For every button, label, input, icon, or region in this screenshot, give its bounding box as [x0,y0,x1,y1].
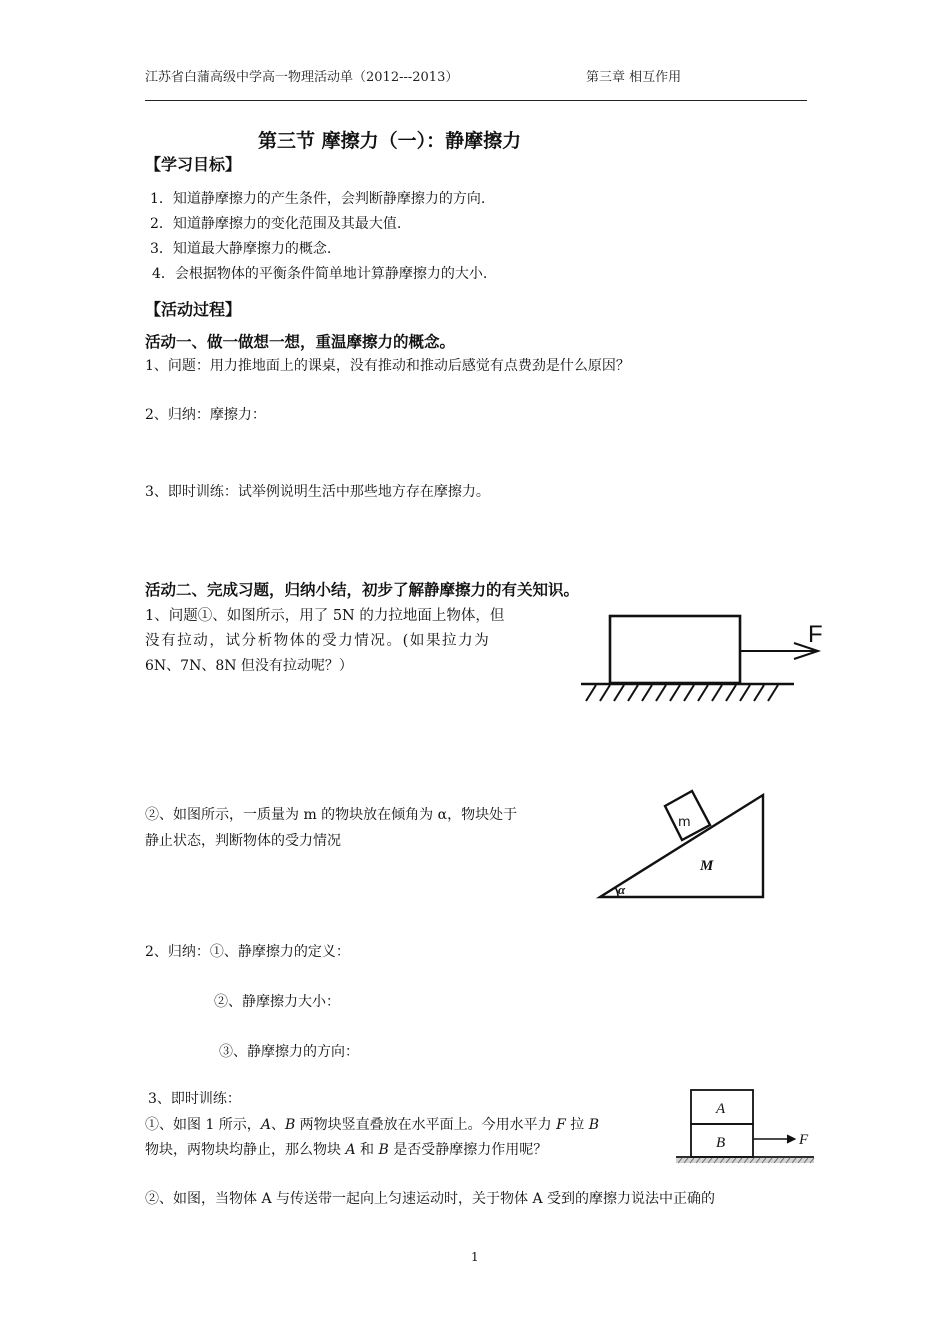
force-arrowhead [787,1135,795,1143]
goal-item: 4．会根据物体的平衡条件简单地计算静摩擦力的大小. [152,266,488,282]
text-run: B [588,1117,600,1133]
block-rect [610,616,740,683]
text-run: 和 [355,1142,379,1158]
text-run: 、 [270,1117,285,1133]
block-b-label: B [716,1135,726,1151]
activity1-heading: 活动一、做一做想一想，重温摩擦力的概念。 [145,333,456,351]
training1-line2 [145,1139,547,1159]
ground-hatching [586,685,778,701]
ground-shading [676,1158,814,1163]
text-run: A [345,1142,356,1158]
goal-item: 3．知道最大静摩擦力的概念. [150,241,332,257]
text-run: B [284,1117,296,1133]
page-title: 第三节 摩擦力（一）：静摩擦力 [258,130,522,152]
header-right: 第三章 相互作用 [586,70,682,85]
activity1-q2: 2、归纳：摩擦力： [145,407,266,423]
text-run: 拉 [565,1117,589,1133]
header-rule [145,100,807,101]
activity2-q1-line1: 1、问题①、如图所示，用了 5N 的力拉地面上物体，但 [145,608,505,624]
angle-label: α [618,882,626,897]
text-run: 是否受静摩擦力作用呢？ [388,1142,548,1158]
text-run: 物块，两物块均静止，那么物块 [145,1142,346,1158]
block-a-label: A [716,1101,726,1117]
summary-definition: 2、归纳：①、静摩擦力的定义： [145,944,350,960]
page-number: 1 [471,1250,479,1264]
text-run: A [260,1117,271,1133]
goal-item: 1．知道静摩擦力的产生条件，会判断静摩擦力的方向. [150,191,486,207]
activity1-q1: 1、问题：用力推地面上的课桌，没有推动和推动后感觉有点费劲是什么原因？ [145,358,630,374]
summary-magnitude: ②、静摩擦力大小： [214,994,340,1010]
goals-heading: 【学习目标】 [145,155,242,174]
small-block-label: m [678,815,691,830]
text-run: F [556,1117,566,1133]
force-label: F [808,621,823,648]
training-heading: 3、即时训练： [148,1091,241,1107]
activity1-q3: 3、即时训练：试举例说明生活中那些地方存在摩擦力。 [145,484,490,500]
figure-block-pulled [578,606,828,706]
activity2-q1-line2: 没有拉动，试分析物体的受力情况。(如果拉力为 [145,633,491,649]
activity2-heading: 活动二、完成习题，归纳小结，初步了解静摩擦力的有关知识。 [145,581,580,599]
text-run: ①、如图 1 所示， [145,1117,261,1133]
goal-item: 2．知道静摩擦力的变化范围及其最大值. [150,216,402,232]
process-heading: 【活动过程】 [145,300,242,319]
summary-direction: ③、静摩擦力的方向： [219,1044,359,1060]
header-left: 江苏省白蒲高级中学高一物理活动单（2012---2013） [145,70,459,85]
text-run: 两物块竖直叠放在水平面上。今用水平力 [295,1117,557,1133]
activity2-q2-line1: ②、如图所示，一质量为 m 的物块放在倾角为 α，物块处于 [145,807,518,823]
training2: ②、如图，当物体 A 与传送带一起向上匀速运动时，关于物体 A 受到的摩擦力说法中正确的 [145,1191,716,1207]
activity2-q2-line2: 静止状态，判断物体的受力情况 [145,833,341,849]
figure-incline [592,790,772,905]
incline-label: M [700,858,714,874]
text-run: B [378,1142,389,1158]
training1-line1 [145,1114,599,1134]
figure-stacked-blocks [674,1086,819,1166]
activity2-q1-line3: 6N、7N、8N 但没有拉动呢？） [145,658,353,674]
force-label: F [799,1132,809,1148]
